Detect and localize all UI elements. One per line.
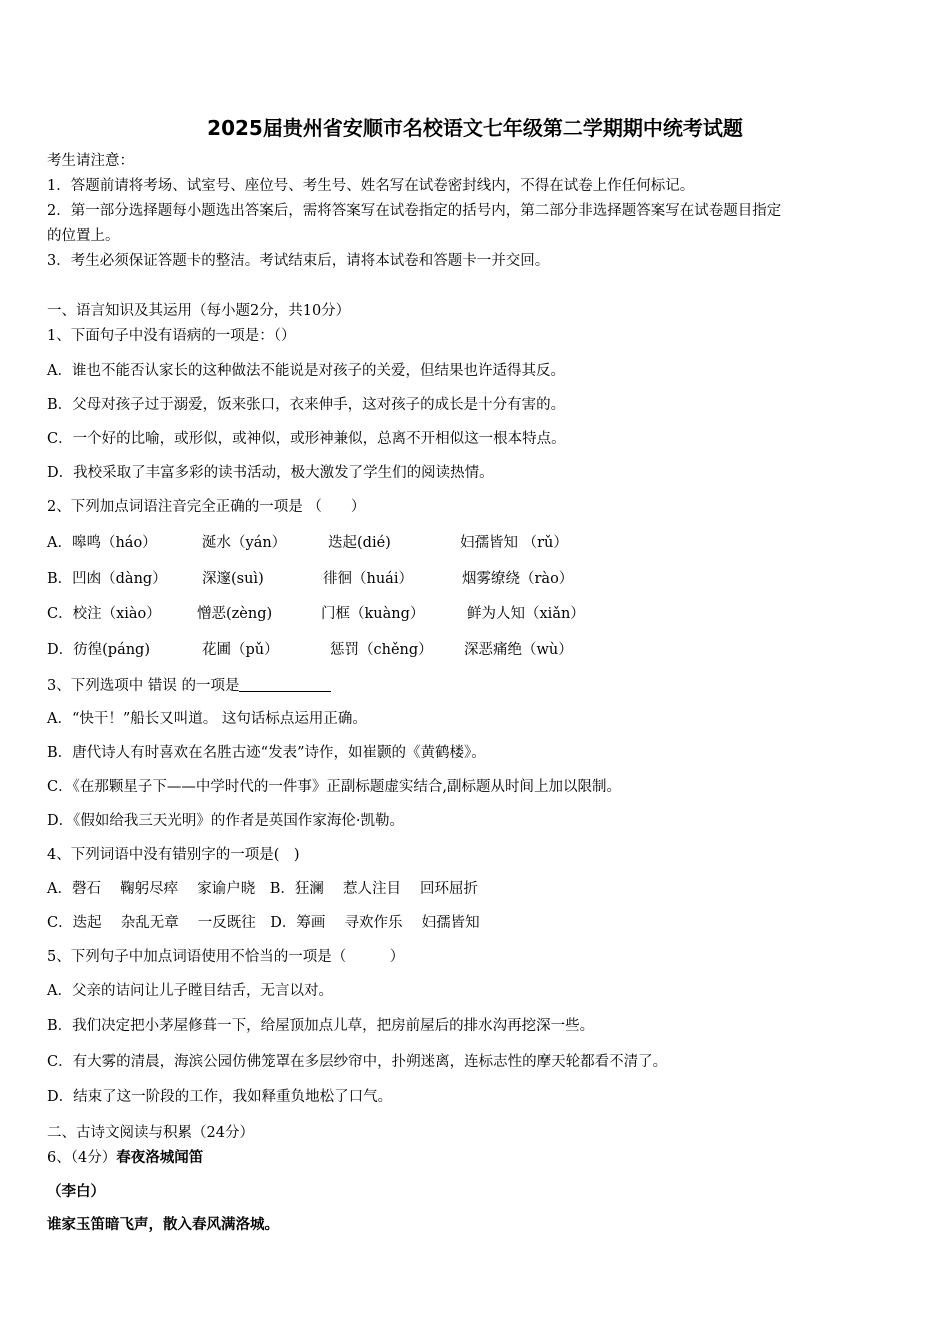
q2-a-1: A．嗥鸣（háo） [47, 535, 157, 551]
q3-option-d: D．《假如给我三天光明》的作者是英国作家海伦·凯勒。 [47, 813, 404, 829]
q2-a-4: 妇孺皆知 （rǔ） [460, 535, 568, 551]
q2-stem: 2、下列加点词语注音完全正确的一项是 （ ） [47, 499, 366, 515]
q3-option-b: B．唐代诗人有时喜欢在名胜古迹“发表”诗作，如崔颢的《黄鹤楼》。 [47, 745, 486, 761]
q3-option-c: C．《在那颗星子下——中学时代的一件事》正副标题虚实结合,副标题从时间上加以限制。 [47, 779, 621, 795]
page-title: 2025届贵州省安顺市名校语文七年级第二学期期中统考试题 [207, 116, 743, 140]
q1-option-b: B．父母对孩子过于溺爱，饭来张口，衣来伸手，这对孩子的成长是十分有害的。 [47, 397, 566, 413]
q2-d-2: 花圃（pǔ） [202, 642, 279, 658]
q4-row-cd: C．迭起 杂乱无章 一反既往 D．筹画 寻欢作乐 妇孺皆知 [47, 915, 480, 931]
q1-option-c: C．一个好的比喻，或形似，或神似，或形神兼似，总离不开相似这一根本特点。 [47, 431, 566, 447]
section2-heading: 二、古诗文阅读与积累（24分） [47, 1125, 254, 1141]
poem-author: （李白） [47, 1183, 105, 1200]
notice-item-2: 2．第一部分选择题每小题选出答案后，需将答案写在试卷指定的括号内，第二部分非选择题答案写在试卷题目指定 [47, 203, 782, 219]
q1-option-a: A．谁也不能否认家长的这种做法不能说是对孩子的关爱，但结果也许适得其反。 [47, 363, 565, 379]
q2-a-3: 迭起(dié) [328, 535, 391, 551]
notice-item-2-cont: 的位置上。 [47, 228, 120, 244]
q5-option-b: B．我们决定把小茅屋修葺一下，给屋顶加点儿草，把房前屋后的排水沟再挖深一些。 [47, 1018, 595, 1034]
q5-stem: 5、下列句子中加点词语使用不恰当的一项是（ ） [47, 949, 405, 965]
q1-stem: 1、下面句子中没有语病的一项是：（） [47, 328, 296, 344]
q2-c-4: 鲜为人知（xiǎn） [467, 606, 585, 622]
q2-d-1: D．彷徨(páng) [47, 642, 150, 658]
q2-b-4: 烟雾缭绕（rào） [462, 571, 574, 587]
section1-heading: 一、语言知识及其运用（每小题2分，共10分） [47, 303, 351, 319]
q2-b-3: 徘徊（huái） [323, 571, 413, 587]
poem-title: 春夜洛城闻笛 [116, 1149, 204, 1166]
q5-option-d: D．结束了这一阶段的工作，我如释重负地松了口气。 [47, 1089, 393, 1105]
q5-option-a: A．父亲的诘问让儿子瞠目结舌，无言以对。 [47, 983, 333, 999]
q5-option-c: C．有大雾的清晨，海滨公园仿佛笼罩在多层纱帘中，扑朔迷离，连标志性的摩天轮都看不清了。 [47, 1054, 668, 1070]
poem-line-1: 谁家玉笛暗飞声，散入春风满洛城。 [47, 1216, 279, 1233]
q2-row-d [47, 640, 573, 660]
q2-c-2: 憎恶(zèng) [197, 606, 273, 622]
notice-heading: 考生请注意： [47, 153, 134, 169]
q4-stem: 4、下列词语中没有错别字的一项是( ) [47, 847, 300, 863]
q2-d-3: 惩罚（chěng） [330, 642, 433, 658]
q3-stem-line [47, 676, 331, 696]
q6-stem-line [47, 1148, 203, 1168]
q2-row-a [47, 533, 568, 553]
notice-item-1: 1．答题前请将考场、试室号、座位号、考生号、姓名写在试卷密封线内，不得在试卷上作任何标记。 [47, 178, 695, 194]
q2-c-1: C．校注（xiào） [47, 606, 161, 622]
q2-d-4: 深恶痛绝（wù） [464, 642, 573, 658]
answer-blank [239, 677, 331, 692]
q2-c-3: 门框（kuàng） [321, 606, 425, 622]
q3-stem: 3、下列选项中 错误 的一项是 [47, 678, 240, 694]
q4-row-ab: A．磬石 鞠躬尽瘁 家谕户晓 B．狂澜 惹人注目 回环屈折 [47, 881, 479, 897]
notice-item-3: 3．考生必须保证答题卡的整洁。考试结束后，请将本试卷和答题卡一并交回。 [47, 253, 550, 269]
q2-row-c [47, 604, 585, 624]
q2-b-1: B．凹凼（dàng） [47, 571, 167, 587]
q2-b-2: 深邃(suì) [202, 571, 264, 587]
q3-option-a: A．“快干！”船长又叫道。 这句话标点运用正确。 [47, 711, 367, 727]
q6-stem-prefix: 6、（4分） [47, 1150, 117, 1166]
q2-row-b [47, 569, 573, 589]
q2-a-2: 涎水（yán） [202, 535, 287, 551]
q1-option-d: D．我校采取了丰富多彩的读书活动，极大激发了学生们的阅读热情。 [47, 465, 494, 481]
